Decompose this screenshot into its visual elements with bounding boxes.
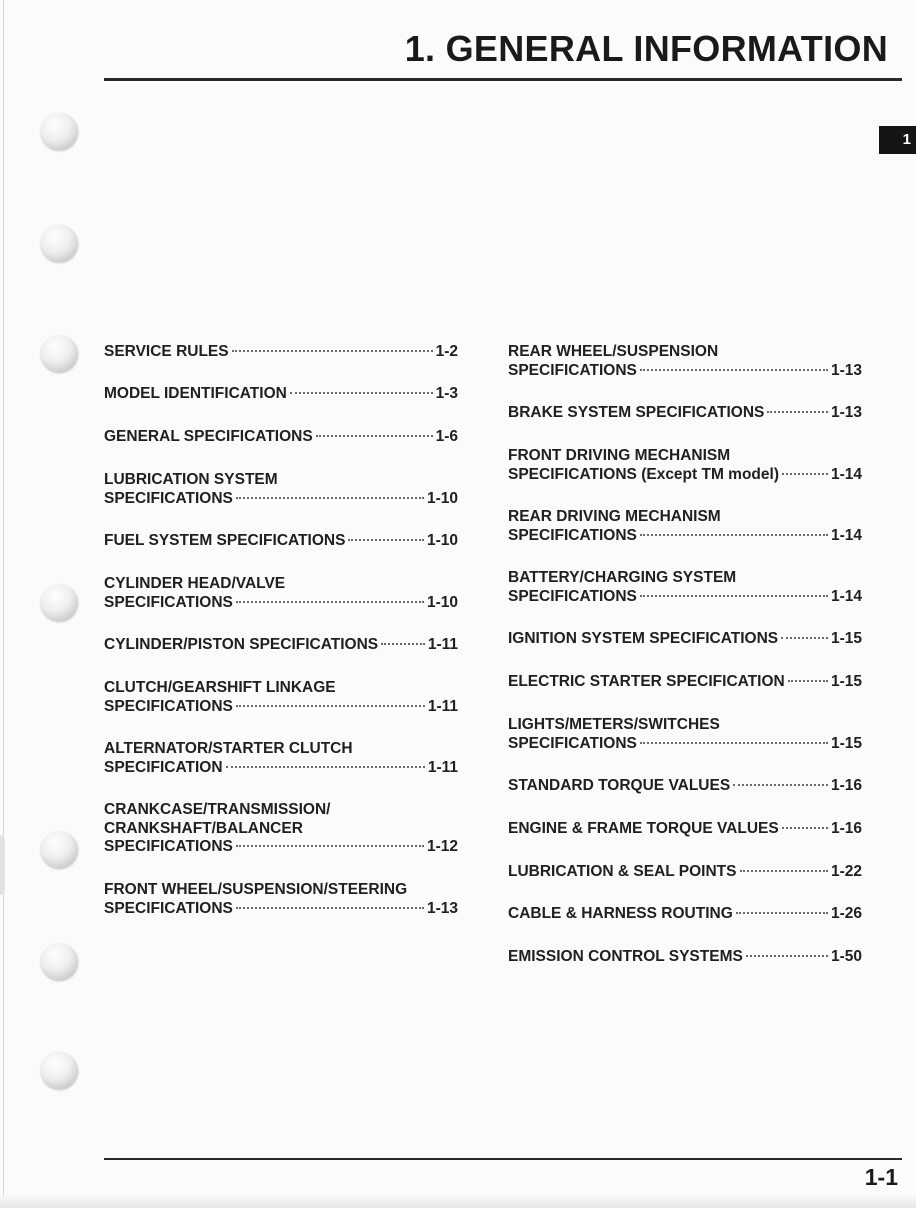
toc-entry-title-cont: SPECIFICATIONS — [104, 593, 233, 611]
toc-entry-title-cont: SPECIFICATIONS — [508, 526, 637, 544]
toc-entry-title: LUBRICATION & SEAL POINTS — [508, 863, 737, 880]
toc-entry-title: GENERAL SPECIFICATIONS — [104, 428, 313, 445]
punch-hole — [41, 225, 78, 262]
dot-leader — [236, 845, 424, 847]
toc-entry-title: EMISSION CONTROL SYSTEMS — [508, 948, 743, 965]
page-title: 1. GENERAL INFORMATION — [404, 28, 888, 69]
toc-page-ref: 1-3 — [435, 385, 458, 402]
dot-leader — [236, 705, 425, 707]
toc-entry-title-cont: SPECIFICATIONS — [104, 899, 233, 917]
toc-entry-title-cont: SPECIFICATIONS — [508, 587, 637, 605]
toc-entry-battery-charging[interactable] — [508, 569, 862, 606]
toc-page-ref: 1-16 — [830, 777, 862, 794]
page-edge-line — [3, 0, 4, 1208]
toc-page-ref: 1-22 — [830, 863, 862, 880]
toc-entry-title: FRONT WHEEL/SUSPENSION/STEERING — [104, 881, 408, 898]
toc-page-ref: 1-26 — [830, 905, 862, 922]
toc-page-ref: 1-15 — [830, 630, 862, 647]
toc-entry-title: REAR DRIVING MECHANISM — [508, 508, 721, 525]
toc-page-ref: 1-13 — [830, 361, 862, 379]
punch-hole — [41, 1052, 78, 1089]
toc-page-ref: 1-11 — [427, 697, 458, 715]
toc-entry-title: LIGHTS/METERS/SWITCHES — [508, 716, 720, 733]
toc-page-ref: 1-16 — [830, 820, 862, 837]
dot-leader — [781, 637, 828, 639]
dot-leader — [381, 643, 425, 645]
dot-leader — [640, 742, 828, 744]
header-rule — [104, 78, 902, 81]
toc-entry-rear-wheel-suspension[interactable] — [508, 343, 862, 380]
page-bottom-shade — [0, 1196, 916, 1208]
dot-leader — [316, 435, 433, 437]
toc-entry-title-cont: SPECIFICATIONS — [508, 734, 637, 752]
toc-entry-title: BRAKE SYSTEM SPECIFICATIONS — [508, 404, 765, 421]
toc-entry-title: BATTERY/CHARGING SYSTEM — [508, 569, 737, 586]
toc-page-ref: 1-6 — [435, 428, 458, 445]
toc-entry-electric-starter[interactable] — [508, 673, 862, 692]
dot-leader — [232, 350, 433, 352]
toc-entry-title: CYLINDER HEAD/VALVE — [104, 575, 286, 592]
dot-leader — [640, 369, 828, 371]
toc-entry-standard-torque-values[interactable] — [508, 777, 862, 796]
toc-entry-title: MODEL IDENTIFICATION — [104, 385, 287, 402]
page-number: 1-1 — [864, 1164, 898, 1190]
punch-hole — [41, 831, 78, 868]
toc-page-ref: 1-15 — [830, 734, 862, 752]
toc-page-ref: 1-10 — [426, 532, 458, 549]
toc-entry-title: ENGINE & FRAME TORQUE VALUES — [508, 820, 779, 837]
toc-entry-title: CLUTCH/GEARSHIFT LINKAGE — [104, 679, 336, 696]
toc-page-ref: 1-10 — [426, 489, 458, 507]
toc-entry-service-rules[interactable] — [104, 343, 458, 362]
footer-rule — [104, 1158, 902, 1160]
toc-entry-cylinder-head-valve[interactable] — [104, 575, 458, 612]
dot-leader — [236, 601, 424, 603]
toc-entry-cable-harness-routing[interactable] — [508, 905, 862, 924]
dot-leader — [782, 473, 828, 475]
toc-entry-title: STANDARD TORQUE VALUES — [508, 777, 731, 794]
toc-entry-front-driving-mechanism[interactable] — [508, 447, 862, 484]
toc-entry-ignition-system[interactable] — [508, 630, 862, 649]
toc-page-ref: 1-2 — [435, 343, 458, 360]
toc-entry-lubrication-seal-points[interactable] — [508, 863, 862, 882]
toc-entry-title-cont: CRANKSHAFT/BALANCER — [104, 819, 303, 837]
toc-entry-alternator-starter-clutch[interactable] — [104, 740, 458, 777]
dot-leader — [733, 784, 828, 786]
toc-entry-model-identification[interactable] — [104, 385, 458, 404]
dot-leader — [236, 497, 424, 499]
section-tab: 1 — [879, 126, 916, 154]
toc-entry-title-cont: SPECIFICATIONS — [104, 697, 233, 715]
toc-entry-lubrication-system[interactable] — [104, 471, 458, 508]
toc-entry-title: CRANKCASE/TRANSMISSION/ — [104, 801, 331, 818]
dot-leader — [767, 411, 828, 413]
dot-leader — [736, 912, 828, 914]
toc-entry-title: REAR WHEEL/SUSPENSION — [508, 343, 719, 360]
toc-page-ref: 1-10 — [426, 593, 458, 611]
dot-leader — [746, 955, 828, 957]
toc-entry-title: FUEL SYSTEM SPECIFICATIONS — [104, 532, 346, 549]
toc-page-ref: 1-13 — [830, 404, 862, 421]
toc-page-ref: 1-14 — [830, 526, 862, 544]
toc-page-ref: 1-14 — [830, 465, 862, 483]
toc-entry-cylinder-piston[interactable] — [104, 636, 458, 655]
punch-hole — [41, 584, 78, 621]
toc-page-ref: 1-11 — [427, 758, 458, 776]
toc-page-ref: 1-13 — [426, 899, 458, 917]
toc-entry-title-cont: SPECIFICATIONS (Except TM model) — [508, 465, 779, 483]
toc-entry-title: ALTERNATOR/STARTER CLUTCH — [104, 740, 353, 757]
toc-entry-general-specifications[interactable] — [104, 428, 458, 447]
toc-entry-title-cont: SPECIFICATIONS — [104, 838, 233, 855]
toc-entry-fuel-system[interactable] — [104, 532, 458, 551]
punch-hole — [41, 943, 78, 980]
toc-page-ref: 1-14 — [830, 587, 862, 605]
toc-entry-title: LUBRICATION SYSTEM — [104, 471, 278, 488]
page-edge-bump — [0, 835, 5, 895]
dot-leader — [782, 827, 828, 829]
toc-page-ref: 1-12 — [426, 838, 458, 855]
toc-entry-emission-control-systems[interactable] — [508, 948, 862, 967]
dot-leader — [740, 870, 828, 872]
toc-entry-title-cont: SPECIFICATIONS — [104, 489, 233, 507]
toc-entry-engine-frame-torque-values[interactable] — [508, 820, 862, 839]
toc-entry-crankcase-transmission[interactable] — [104, 801, 458, 857]
toc-entry-brake-system[interactable] — [508, 404, 862, 423]
dot-leader — [226, 766, 425, 768]
toc-entry-title: SERVICE RULES — [104, 343, 229, 360]
toc-entry-title: CYLINDER/PISTON SPECIFICATIONS — [104, 636, 379, 653]
dot-leader — [348, 539, 424, 541]
dot-leader — [290, 392, 433, 394]
toc-page-ref: 1-50 — [830, 948, 862, 965]
toc-entry-title-cont: SPECIFICATION — [104, 758, 223, 776]
dot-leader — [640, 595, 828, 597]
toc-entry-rear-driving-mechanism[interactable] — [508, 508, 862, 545]
toc-entry-clutch-gearshift[interactable] — [104, 679, 458, 716]
toc-entry-title: CABLE & HARNESS ROUTING — [508, 905, 733, 922]
dot-leader — [236, 907, 424, 909]
toc-entry-title: ELECTRIC STARTER SPECIFICATION — [508, 673, 785, 690]
toc-page-ref: 1-11 — [427, 636, 458, 653]
toc-page-ref: 1-15 — [830, 673, 862, 690]
punch-hole — [41, 335, 78, 372]
toc-entry-front-wheel-suspension-steering[interactable] — [104, 881, 458, 918]
toc-entry-title-cont: SPECIFICATIONS — [508, 361, 637, 379]
dot-leader — [640, 534, 828, 536]
dot-leader — [788, 680, 828, 682]
toc-entry-title: IGNITION SYSTEM SPECIFICATIONS — [508, 630, 779, 647]
punch-hole — [41, 113, 78, 150]
toc-entry-lights-meters-switches[interactable] — [508, 716, 862, 753]
toc-entry-title: FRONT DRIVING MECHANISM — [508, 447, 731, 464]
